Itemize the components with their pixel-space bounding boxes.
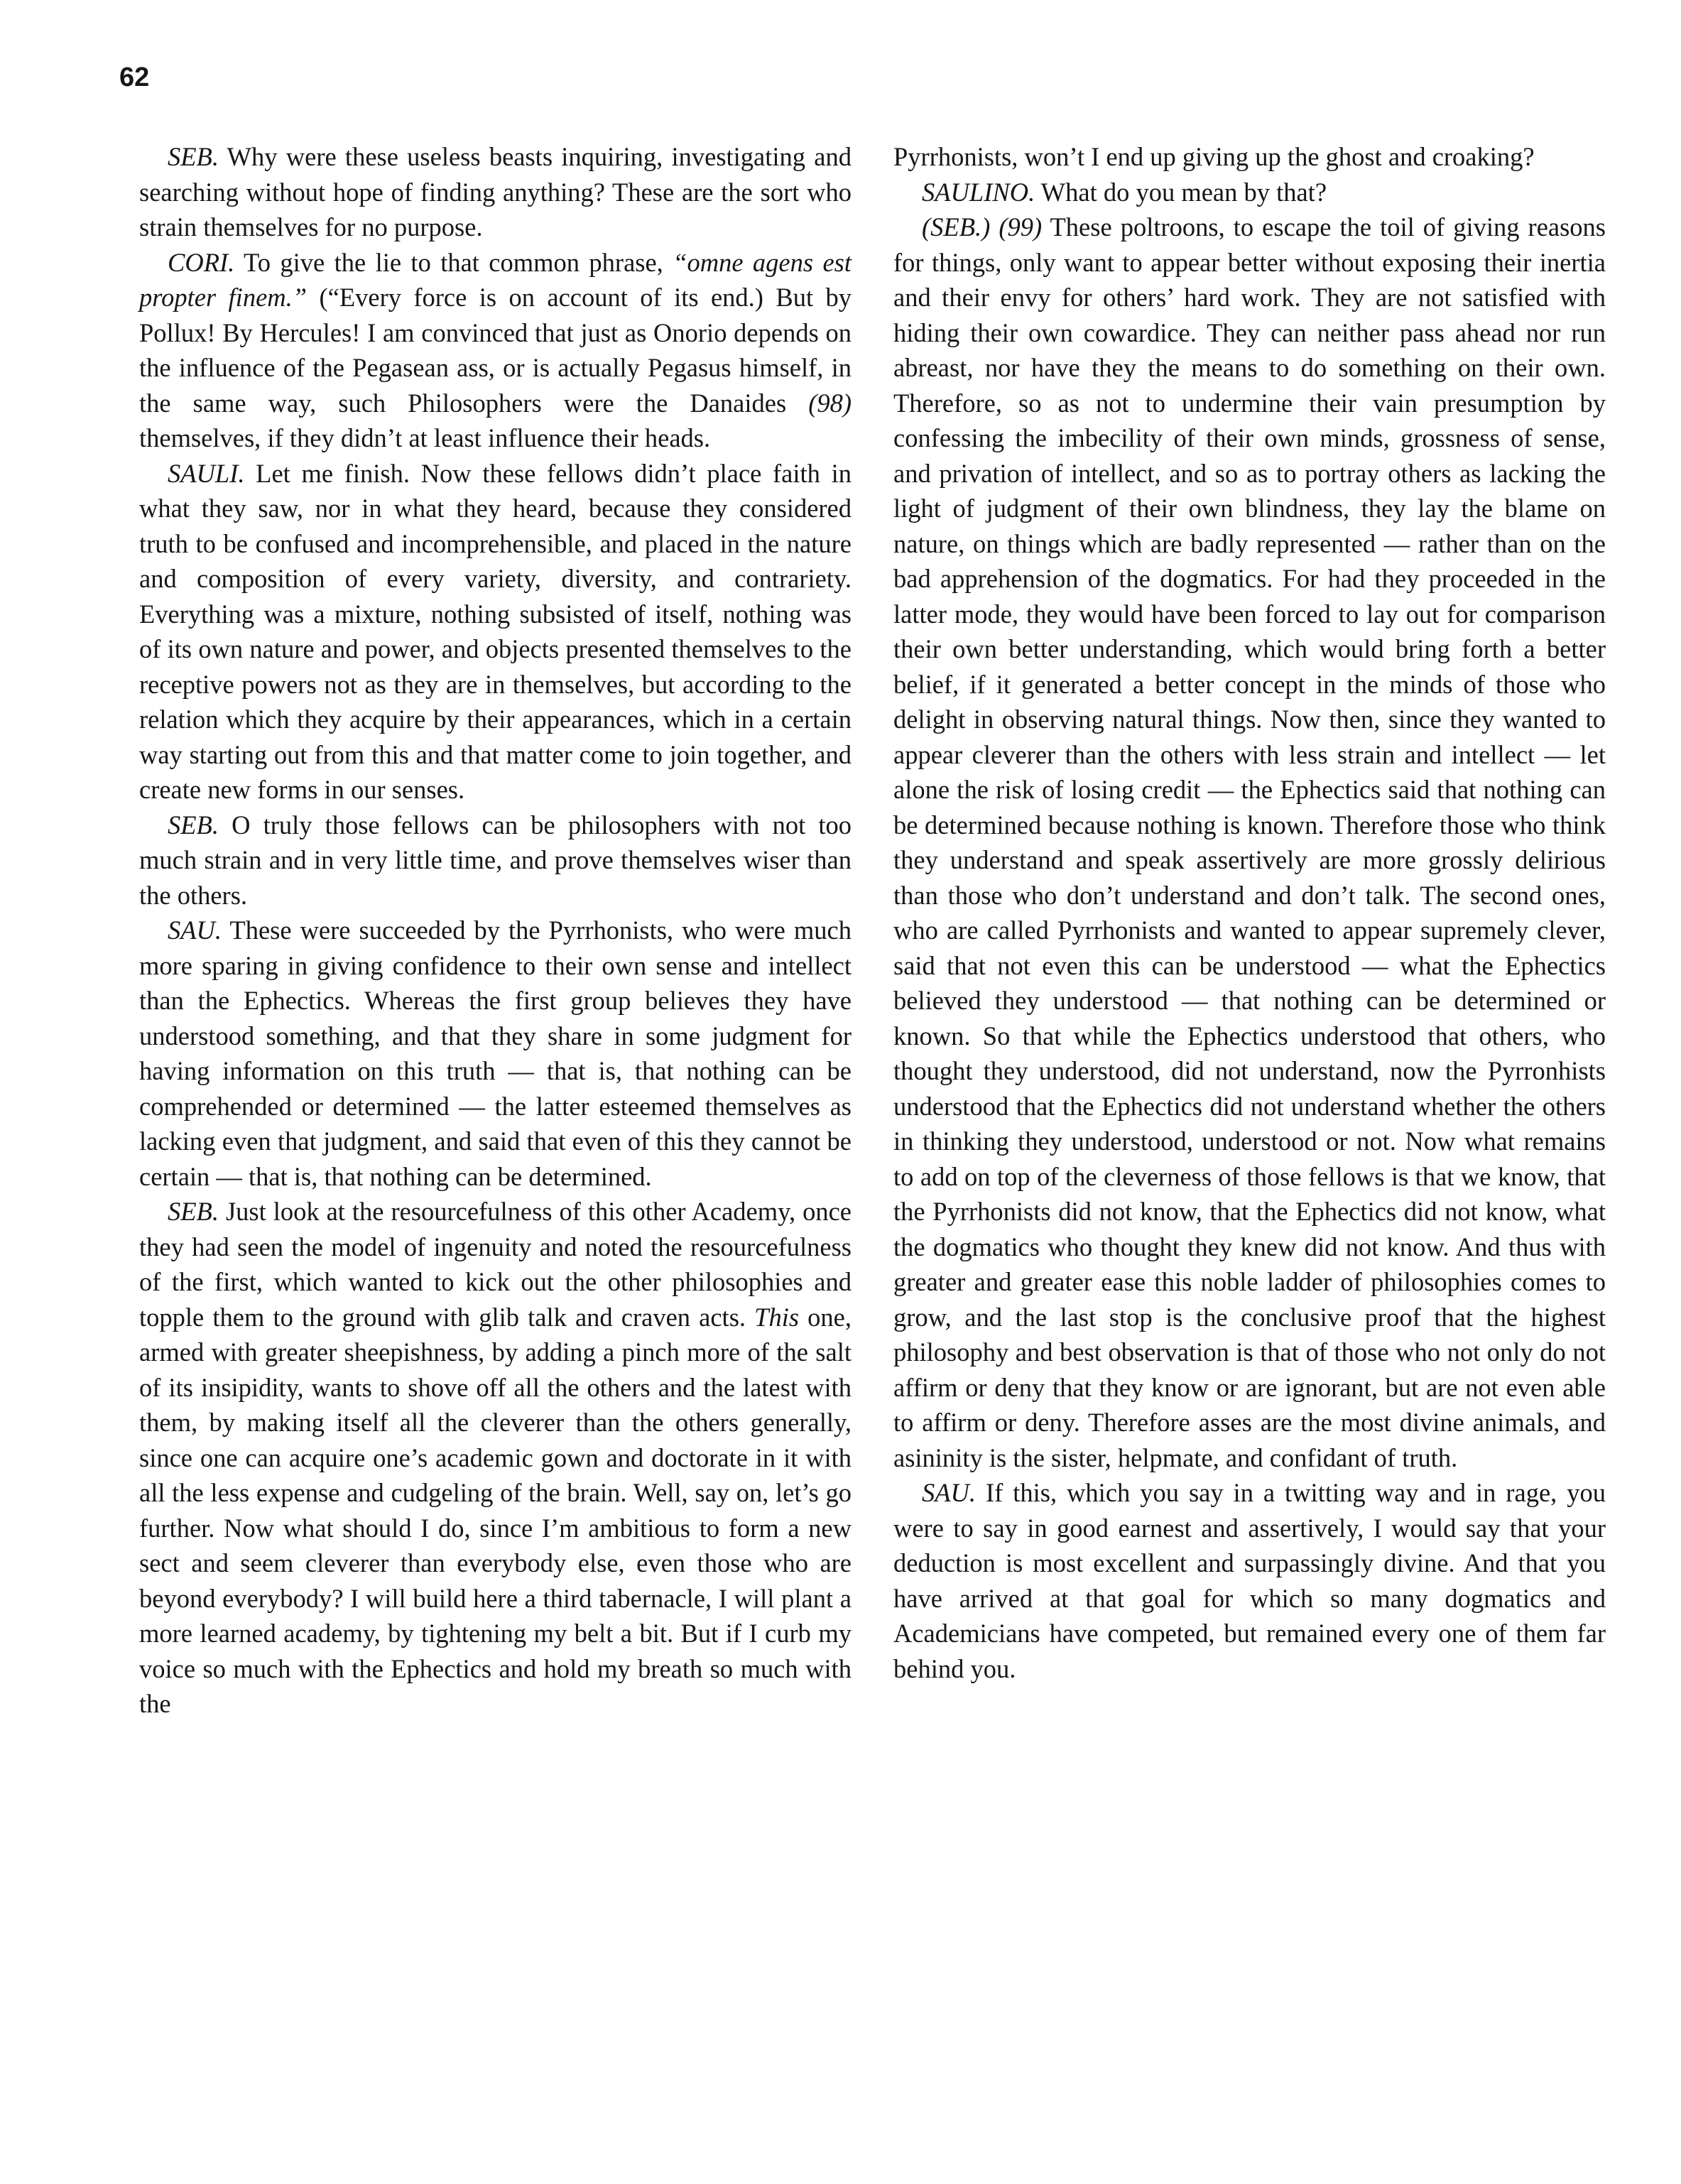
note-reference: (98) — [808, 388, 852, 418]
paragraph-sauli — [139, 456, 852, 808]
paragraph-text: Why were these useless beasts inquiring, investigating and searching without hope of finding anything? These are the sort who strain themselves for no purpose. — [139, 142, 852, 241]
speaker-label: SAU. — [922, 1478, 976, 1507]
emphasis-word: This — [754, 1302, 800, 1332]
paragraph-sau-2 — [893, 1475, 1606, 1686]
paragraph-seb-2 — [139, 808, 852, 913]
paragraph-seb-4 — [893, 210, 1606, 1475]
speaker-label: (SEB.) — [922, 212, 991, 241]
paragraph-text: To give the lie to that common phrase, — [234, 247, 673, 277]
speaker-label: SEB. — [168, 810, 219, 840]
paragraph-text: O truly those fellows can be philosophers with not too much strain and in very little time, and prove themselves wiser than the others. — [139, 810, 852, 910]
paragraph-sau-1 — [139, 913, 852, 1194]
paragraph-text: themselves, if they didn’t at least influence their heads. — [139, 423, 711, 452]
paragraph-text: Just look at the resourcefulness of this other Academy, once they had seen the model of ingenuity and noted the resourcefulness of the first, which wanted to kick out the other philosophies and topple them to the ground with glib talk and craven acts. — [139, 1197, 852, 1332]
speaker-label: CORI. — [168, 247, 235, 277]
paragraph-text: Let me finish. Now these fellows didn’t place faith in what they saw, nor in what they heard, because they considered truth to be confused and incomprehensible, and placed in the nature and composition of every variety, diversity, and contrariety. Everything was a mixture, nothing subsisted of itself, nothing was of its own nature and power, and objects presented themselves to the receptive powers not as they are in themselves, but according to the relation which they acquire by their appearances, which in a certain way starting out from this and that matter come to join together, and create new forms in our senses. — [139, 458, 852, 804]
paragraph-cori — [139, 245, 852, 456]
paragraph-text: (“Every force is on account of its end.) But by Pollux! By Hercules! I am convinced that just as Onorio depends on the influence of the Pegasean ass, or is actually Pegasus himself, in the same way, such Philosophers were the Danaides — [139, 283, 852, 418]
speaker-label: SEB. — [168, 1197, 219, 1226]
paragraph-text: If this, which you say in a twitting way and in rage, you were to say in good earnest and assertively, I would say that your deduction is most excellent and surpassingly divine. And that you have arrived at that goal for which so many dogmatics and Academicians have competed, but remained every one of them far behind you. — [893, 1478, 1606, 1683]
left-column — [139, 139, 852, 1722]
paragraph-text: Pyrrhonists, won’t I end up giving up the ghost and croaking? — [893, 142, 1535, 171]
speaker-label: SAULINO. — [922, 177, 1035, 207]
speaker-label: SAULI. — [168, 458, 245, 488]
paragraph-seb-3 — [139, 1194, 852, 1722]
speaker-label: SEB. — [168, 142, 219, 171]
paragraph-saulino — [893, 175, 1606, 210]
latin-phrase: “omne agens est propter finem.” — [139, 247, 852, 312]
paragraph-text: These were succeeded by the Pyrrhonists, who were much more sparing in giving confidence to their own sense and intellect than the Ephectics. Whereas the first group believes they have understood something, and that they share in some judgment for having information on this truth — that is, that nothing can be comprehended or determined — the latter esteemed themselves as lacking even that judgment, and said that even of this they cannot be certain — that is, that nothing can be determined. — [139, 916, 852, 1191]
page-number: 62 — [119, 63, 150, 92]
note-reference: (99) — [999, 212, 1043, 241]
paragraph-text: These poltroons, to escape the toil of giving reasons for things, only want to appear better without exposing their inertia and their envy for others’ hard work. They are not satisfied with hiding their own cowardice. They can neither pass ahead nor run abreast, nor have they the means to do something on their own. Therefore, so as not to undermine their vain presumption by confessing the imbecility of their own minds, grossness of sense, and privation of intellect, and so as to portray others as lacking the light of judgment of their own blindness, they lay the blame on nature, on things which are badly represented — rather than on the bad apprehension of the dogmatics. For had they proceeded in the latter mode, they would have been forced to lay out for comparison their own better understanding, which would bring forth a better belief, if it generated a better concept in the minds of those who delight in observing natural things. Now then, since they wanted to appear cleverer than the others with less strain and intellect — let alone the risk of losing credit — the Ephectics said that nothing can be determined because nothing is known. Therefore those who think they understand and speak assertively are more grossly delirious than those who don’t understand and don’t talk. The second ones, who are called Pyrrhonists and wanted to appear supremely clever, said that not even this can be understood — what the Ephectics believed they understood — that nothing can be determined or known. So that while the Ephectics understood that others, who thought they understood, did not understand, now the Pyrronhists understood that the Ephectics did not understand whether the others in thinking they understood, understood or not. Now what remains to add on top of the cleverness of those fellows is that we know, that the Pyrrhonists did not know, that the Ephectics did not know, what the dogmatics who thought they knew did not know. And thus with greater and greater ease this noble ladder of philosophies comes to grow, and the last stop is the conclusive proof that the highest philosophy and best observation is that of those who not only do not affirm or deny that they know or are ignorant, but are not even able to affirm or deny. Therefore asses are the most divine animals, and asininity is the sister, helpmate, and confidant of truth. — [893, 212, 1606, 1472]
paragraph-text: What do you mean by that? — [1035, 177, 1327, 207]
paragraph-continuation — [893, 139, 1606, 175]
paragraph-seb-1 — [139, 139, 852, 245]
speaker-label: SAU. — [168, 916, 222, 945]
right-column — [893, 139, 1606, 1686]
paragraph-text: one, armed with greater sheepishness, by adding a pinch more of the salt of its insipidity, wants to shove off all the others and the latest with them, by making itself all the cleverer than the others generally, since one can acquire one’s academic gown and doctorate in it with all the less expense and cudgeling of the brain. Well, say on, let’s go further. Now what should I do, since I’m ambitious to form a new sect and seem cleverer than everybody else, even those who are beyond everybody? I will build here a third tabernacle, I will plant a more learned academy, by tightening my belt a bit. But if I curb my voice so much with the Ephectics and hold my breath so much with the — [139, 1302, 852, 1718]
